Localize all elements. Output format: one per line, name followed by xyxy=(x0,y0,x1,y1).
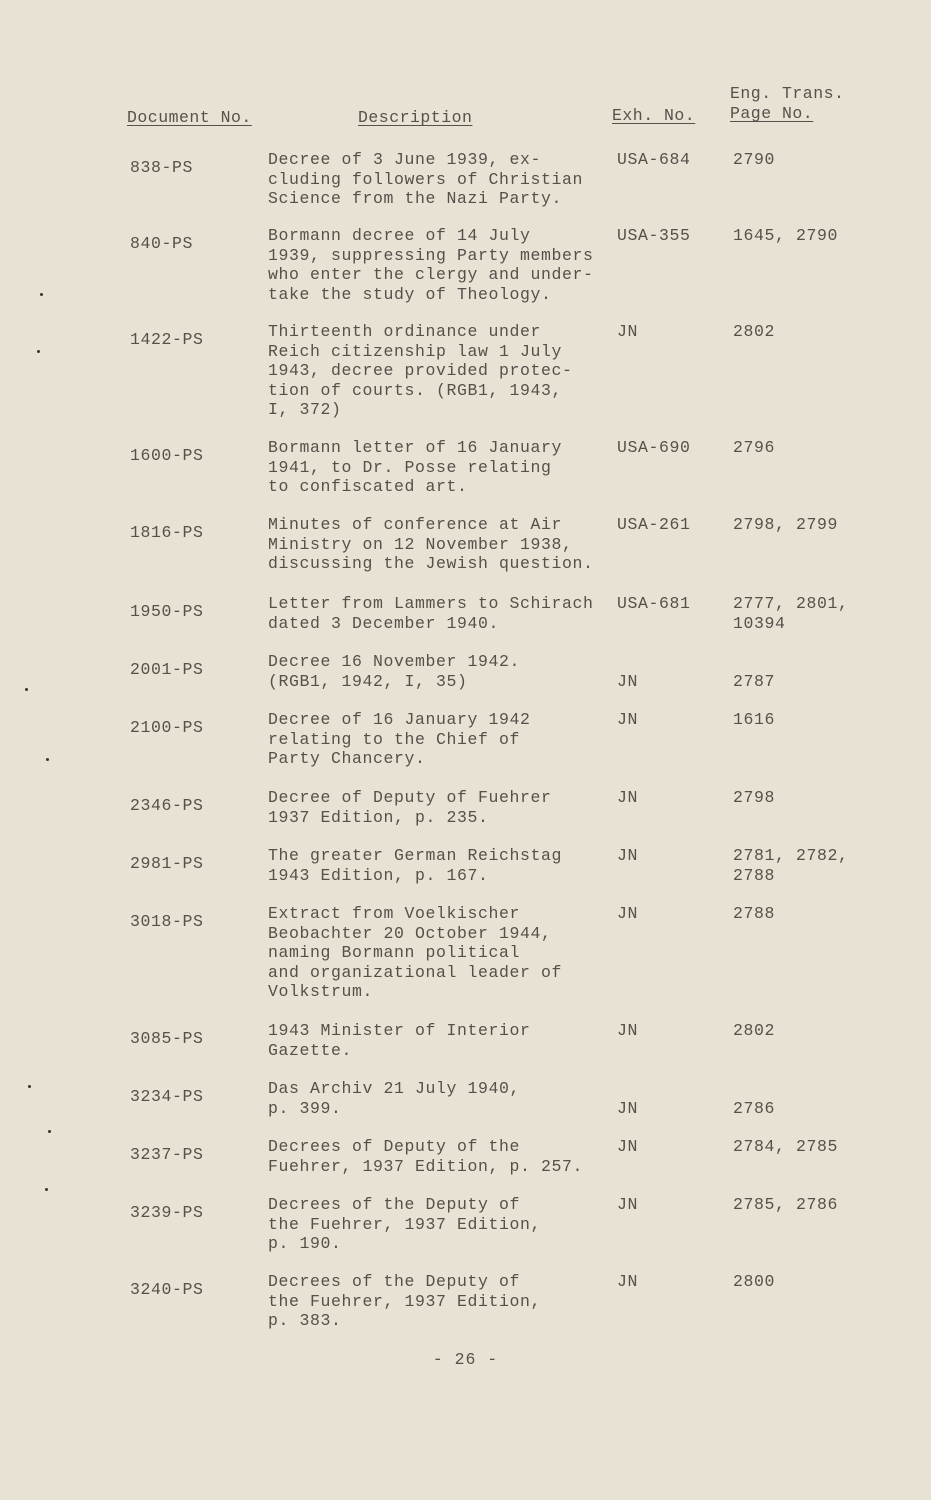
paper-speck xyxy=(45,1188,48,1191)
description xyxy=(268,322,573,420)
translation-page-number xyxy=(733,1137,838,1157)
page-line: 2796 xyxy=(733,438,776,457)
document-number: 2981-PS xyxy=(130,854,204,873)
description-line: Decree of 3 June 1939, ex- xyxy=(268,150,542,169)
exhibit-line: USA-681 xyxy=(617,594,691,613)
description-line: (RGB1, 1942, I, 35) xyxy=(268,671,468,691)
exhibit-line: JN xyxy=(617,322,639,341)
translation-page-number xyxy=(733,710,775,730)
description-line: Decree 16 November 1942. xyxy=(268,652,521,671)
description-line: Bormann letter of 16 January xyxy=(268,438,563,457)
translation-page-number xyxy=(733,904,775,924)
exhibit-number xyxy=(617,1021,638,1041)
description xyxy=(268,594,594,633)
exhibit-number xyxy=(617,1137,638,1157)
description-line: 1941, to Dr. Posse relating xyxy=(268,457,552,477)
document-number: 1950-PS xyxy=(130,602,204,621)
exhibit-line: USA-355 xyxy=(617,226,691,245)
page-line: 2802 xyxy=(733,322,776,341)
description-line: Decrees of Deputy of the xyxy=(268,1137,521,1156)
description-line: 1943, decree provided protec- xyxy=(268,361,573,380)
exhibit-line: JN xyxy=(617,846,639,865)
description-line: the Fuehrer, 1937 Edition, xyxy=(268,1291,542,1311)
description-line: naming Bormann political xyxy=(268,943,521,962)
exhibit-number xyxy=(617,594,691,614)
description-line: p. 399. xyxy=(268,1098,342,1118)
header-document-no: Document No. xyxy=(127,108,252,127)
page-line xyxy=(733,1079,775,1099)
description xyxy=(268,226,594,304)
page-line: 2802 xyxy=(733,1021,776,1040)
translation-page-number xyxy=(733,846,849,885)
exhibit-line: JN xyxy=(617,710,639,729)
paper-speck xyxy=(46,758,49,761)
description-line: who enter the clergy and under- xyxy=(268,265,594,284)
paper-speck xyxy=(25,688,28,691)
paper-speck xyxy=(37,350,40,353)
translation-page-number xyxy=(733,1272,775,1292)
description-line: Fuehrer, 1937 Edition, p. 257. xyxy=(268,1156,584,1176)
document-number: 2001-PS xyxy=(130,660,204,679)
description-line: discussing the Jewish question. xyxy=(268,554,594,573)
exhibit-number xyxy=(617,226,691,246)
description-line: to confiscated art. xyxy=(268,477,468,496)
document-number: 840-PS xyxy=(130,234,194,253)
description-line: Decree of Deputy of Fuehrer xyxy=(268,788,552,807)
description xyxy=(268,710,531,769)
document-number: 3085-PS xyxy=(130,1029,204,1048)
exhibit-line: JN xyxy=(617,1137,639,1156)
page-line: 2777, 2801, xyxy=(733,594,849,613)
description-line: p. 383. xyxy=(268,1311,342,1330)
description xyxy=(268,788,552,827)
description xyxy=(268,846,562,885)
paper-speck xyxy=(48,1130,51,1133)
description-line: take the study of Theology. xyxy=(268,284,552,304)
exhibit-line: USA-690 xyxy=(617,438,691,457)
document-number: 1600-PS xyxy=(130,446,204,465)
description xyxy=(268,1137,583,1176)
description-line: Letter from Lammers to Schirach xyxy=(268,594,594,613)
paper-speck xyxy=(40,293,43,296)
description-line: Volkstrum. xyxy=(268,982,374,1001)
translation-page-number xyxy=(733,515,838,535)
exhibit-line: JN xyxy=(617,788,639,807)
exhibit-line: JN xyxy=(617,1195,639,1214)
header-description: Description xyxy=(358,108,473,127)
page-line: 1616 xyxy=(733,710,776,729)
page-line: 2787 xyxy=(733,671,776,691)
description-line: cluding followers of Christian xyxy=(268,169,584,189)
description-line: Gazette. xyxy=(268,1040,353,1060)
exhibit-line: JN xyxy=(617,1021,639,1040)
translation-page-number xyxy=(733,438,775,458)
page-line: 2790 xyxy=(733,150,776,169)
translation-page-number xyxy=(733,594,849,633)
translation-page-number xyxy=(733,788,775,808)
description-line: Science from the Nazi Party. xyxy=(268,189,563,208)
translation-page-number xyxy=(733,226,838,246)
page-line: 2798, 2799 xyxy=(733,515,839,534)
description xyxy=(268,652,520,691)
exhibit-number xyxy=(617,846,638,866)
page-line: 2800 xyxy=(733,1272,776,1291)
description-line: Ministry on 12 November 1938, xyxy=(268,534,573,554)
document-number: 3239-PS xyxy=(130,1203,204,1222)
document-number: 3240-PS xyxy=(130,1280,204,1299)
page-line: 2785, 2786 xyxy=(733,1195,839,1214)
description-line: Decrees of the Deputy of xyxy=(268,1195,521,1214)
description xyxy=(268,515,594,574)
page-line: 2781, 2782, xyxy=(733,846,849,865)
exhibit-line: JN xyxy=(617,1098,639,1118)
exhibit-line: JN xyxy=(617,1272,639,1291)
description-line: Beobachter 20 October 1944, xyxy=(268,923,552,943)
exhibit-number xyxy=(617,438,691,458)
exhibit-number xyxy=(617,322,638,342)
description-line: Das Archiv 21 July 1940, xyxy=(268,1079,521,1098)
translation-page-number xyxy=(733,1079,775,1118)
description-line: 1943 Edition, p. 167. xyxy=(268,865,489,885)
translation-page-number xyxy=(733,1021,775,1041)
header-eng-trans: Eng. Trans. xyxy=(730,84,845,103)
description-line: Minutes of conference at Air xyxy=(268,515,563,534)
description-line: I, 372) xyxy=(268,400,342,419)
description-line: p. 190. xyxy=(268,1234,342,1253)
description-line: Thirteenth ordinance under xyxy=(268,322,542,341)
description-line: 1939, suppressing Party members xyxy=(268,245,594,265)
description xyxy=(268,1079,520,1118)
description-line: and organizational leader of xyxy=(268,962,563,982)
exhibit-number xyxy=(617,1195,638,1215)
description-line: 1937 Edition, p. 235. xyxy=(268,807,489,827)
description-line: The greater German Reichstag xyxy=(268,846,563,865)
document-number: 3234-PS xyxy=(130,1087,204,1106)
page-line: 1645, 2790 xyxy=(733,226,839,245)
description xyxy=(268,1021,531,1060)
exhibit-line: JN xyxy=(617,671,639,691)
exhibit-number xyxy=(617,904,638,924)
exhibit-line: JN xyxy=(617,904,639,923)
description xyxy=(268,1195,541,1254)
page-line: 2788 xyxy=(733,904,776,923)
exhibit-number xyxy=(617,1272,638,1292)
exhibit-line: USA-684 xyxy=(617,150,691,169)
description-line: dated 3 December 1940. xyxy=(268,613,500,633)
document-number: 3237-PS xyxy=(130,1145,204,1164)
description-line: 1943 Minister of Interior xyxy=(268,1021,531,1040)
description xyxy=(268,150,583,209)
exhibit-number xyxy=(617,652,638,691)
document-number: 1816-PS xyxy=(130,523,204,542)
description-line: Party Chancery. xyxy=(268,749,426,768)
description-line: Decree of 16 January 1942 xyxy=(268,710,531,729)
exhibit-number xyxy=(617,710,638,730)
page-line xyxy=(733,652,775,672)
translation-page-number xyxy=(733,322,775,342)
document-number: 2346-PS xyxy=(130,796,204,815)
translation-page-number xyxy=(733,150,775,170)
description-line: tion of courts. (RGB1, 1943, xyxy=(268,380,563,400)
description xyxy=(268,1272,541,1331)
exhibit-line xyxy=(617,1079,638,1099)
header-exh-no: Exh. No. xyxy=(612,106,696,125)
page-line: 2798 xyxy=(733,788,776,807)
exhibit-line xyxy=(617,652,638,672)
page-line: 2786 xyxy=(733,1098,776,1118)
document-number: 838-PS xyxy=(130,158,194,177)
header-page-no: Page No. xyxy=(730,104,814,123)
description xyxy=(268,438,562,497)
exhibit-number xyxy=(617,1079,638,1118)
translation-page-number xyxy=(733,652,775,691)
description-line: Decrees of the Deputy of xyxy=(268,1272,521,1291)
page-number: - 26 - xyxy=(432,1350,499,1369)
document-number: 3018-PS xyxy=(130,912,204,931)
page-line: 2788 xyxy=(733,865,776,885)
description-line: Reich citizenship law 1 July xyxy=(268,341,563,361)
description-line: Bormann decree of 14 July xyxy=(268,226,531,245)
exhibit-number xyxy=(617,150,691,170)
page-line: 2784, 2785 xyxy=(733,1137,839,1156)
document-number: 1422-PS xyxy=(130,330,204,349)
document-number: 2100-PS xyxy=(130,718,204,737)
exhibit-line: USA-261 xyxy=(617,515,691,534)
translation-page-number xyxy=(733,1195,838,1215)
description-line: the Fuehrer, 1937 Edition, xyxy=(268,1214,542,1234)
description-line: Extract from Voelkischer xyxy=(268,904,521,923)
exhibit-number xyxy=(617,515,691,535)
paper-speck xyxy=(28,1085,31,1088)
exhibit-number xyxy=(617,788,638,808)
page-line: 10394 xyxy=(733,613,786,633)
description xyxy=(268,904,562,1002)
description-line: relating to the Chief of xyxy=(268,729,521,749)
